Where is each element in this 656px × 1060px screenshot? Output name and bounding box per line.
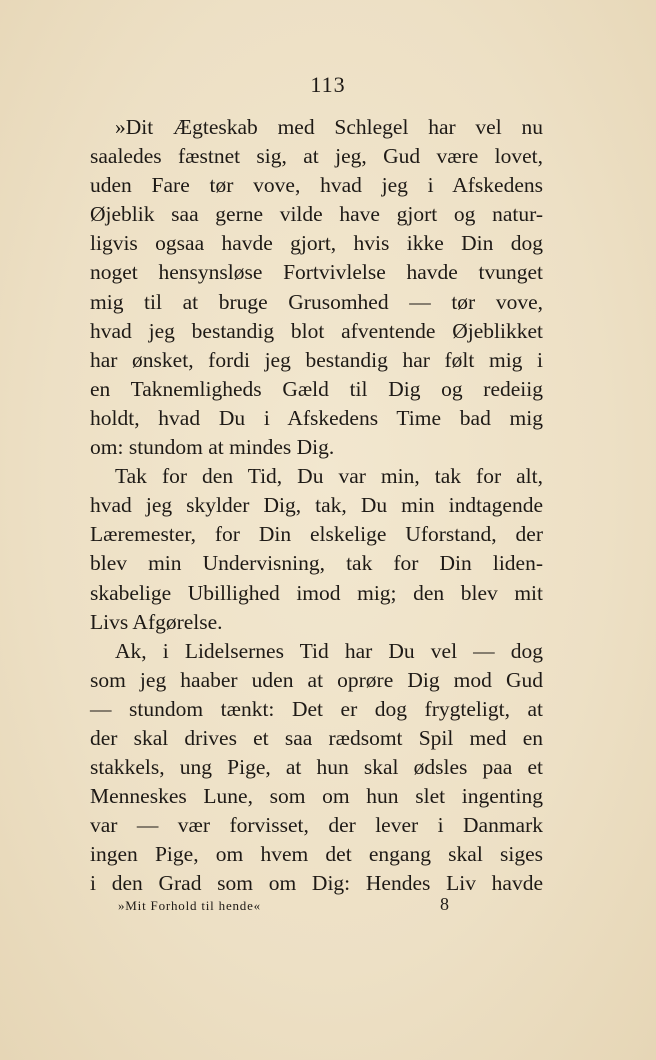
sheet-number: 8 [440,894,449,914]
text-line: hvad jeg skylder Dig, tak, Du min indtagende [90,493,543,518]
text-line: har ønsket, fordi jeg bestandig har følt mig i [90,347,543,372]
text-line: Læremester, for Din elskelige Uforstand, der [90,522,543,547]
text-line: Menneskes Lune, som om hun slet ingenting [90,784,543,809]
text-line: noget hensynsløse Fortvivlelse havde tvunget [90,260,543,285]
text-line: — stundom tænkt: Det er dog frygteligt, at [90,696,543,721]
text-line: Ak, i Lidelsernes Tid har Du vel — dog [115,638,543,663]
text-line: var — vær forvisset, der lever i Danmark [90,813,543,838]
text-line: hvad jeg bestandig blot afventende Øjeblikket [90,318,543,343]
text-line: en Taknemligheds Gæld til Dig og redeiig [90,376,543,401]
page-footer [0,894,656,918]
text-line: Øjeblik saa gerne vilde have gjort og natur- [90,202,543,227]
text-line: stakkels, ung Pige, at hun skal ødsles paa et [90,755,543,780]
text-line: ligvis ogsaa havde gjort, hvis ikke Din dog [90,231,543,256]
text-line: blev min Undervisning, tak for Din liden- [90,551,543,576]
text-line: uden Fare tør vove, hvad jeg i Afskedens [90,173,543,198]
text-line: »Dit Ægteskab med Schlegel har vel nu [115,115,543,139]
text-line: i den Grad som om Dig: Hendes Liv havde [90,871,543,896]
text-line: mig til at bruge Grusomhed — tør vove, [90,289,543,314]
text-line: Tak for den Tid, Du var min, tak for alt, [115,464,543,489]
text-line: der skal drives et saa rædsomt Spil med en [90,725,543,750]
text-line: som jeg haaber uden at oprøre Dig mod Gud [90,667,543,692]
text-line: saaledes fæstnet sig, at jeg, Gud være lovet, [90,144,543,169]
text-line: ingen Pige, om hvem det engang skal siges [90,842,543,867]
signature-mark: »Mit Forhold til hende« [118,898,261,913]
text-line: skabelige Ubillighed imod mig; den blev mit [90,580,543,605]
text-line: om: stundom at mindes Dig. [90,435,335,460]
text-line: holdt, hvad Du i Afskedens Time bad mig [90,405,543,430]
text-line: Livs Afgørelse. [90,609,223,634]
body-text [90,113,543,899]
page-number: 113 [310,72,346,97]
